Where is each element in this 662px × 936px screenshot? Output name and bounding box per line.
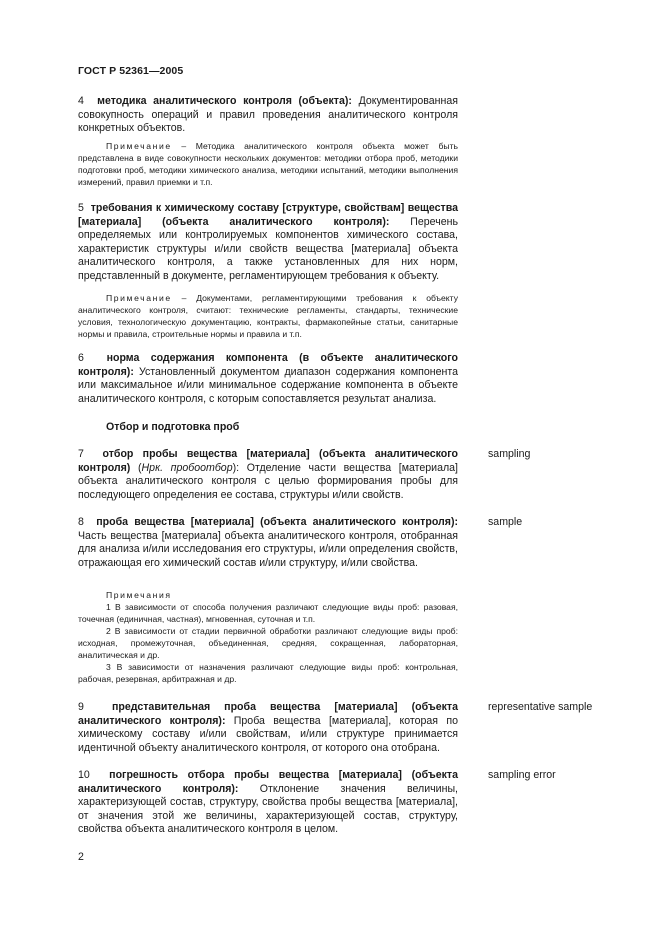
notes-title: Примечания [106, 590, 172, 600]
term-number: 8 [78, 516, 84, 528]
term-heading: требования к химическому составу [структуре, свойствам] вещества [материала] (объекта аналитического контроля): [78, 202, 459, 228]
term-definition: Проба вещества [материала], которая по химическому составу и/или свойствам, и/или структуре принимается идентичной объекту аналитического контроля, от которого она отобрана. [78, 714, 458, 754]
term-10 [78, 769, 458, 837]
term-5 [78, 202, 458, 283]
english-term-7: sampling [488, 448, 531, 460]
term-heading: норма содержания компонента (в объекте аналитического контроля): [78, 352, 458, 378]
term-number: 5 [78, 202, 84, 214]
term-8 [78, 516, 458, 570]
note-text: – Методика аналитического контроля объекта может быть представлена в виде совокупности нескольких документов: методики отбора проб, методики подготовки проб, методики химического анализа, методики испытаний, методики выполнения измерений, правил приемки и т.п. [78, 141, 458, 187]
term-number: 4 [78, 95, 84, 107]
note-term-5 [78, 292, 458, 340]
notes-term-8 [78, 589, 458, 685]
note-text: – Документами, регламентирующими требования к объекту аналитического контроля, считают: технические регламенты, стандарты, технические условия, технологическую документацию, контракты, фармакопейные статьи, санитарные нормы и правила, строительные нормы и правила и т.п. [78, 293, 458, 339]
term-number: 9 [78, 701, 84, 713]
term-definition: Перечень определяемых или контролируемых компонентов химического состава, характеристик структуры и/или свойств вещества [материала] объекта аналитического контроля, а также установленных для них норм, представленный в документе, регламентирующем требования к объекту. [78, 215, 458, 282]
term-definition: Отклонение значения величины, характеризующей состав, структуру, свойства пробы вещества [материала], от значения этой же величины, характеризующей состав, структуру, свойства объекта аналитического контроля в целом. [78, 782, 459, 835]
note-label: Примечание [106, 141, 172, 151]
term-heading: проба вещества [материала] (объекта аналитического контроля): [96, 516, 459, 528]
term-7 [78, 448, 458, 502]
term-heading: методика аналитического контроля (объекта): [97, 95, 352, 107]
term-9 [78, 701, 458, 755]
note-item-2: 2 В зависимости от стадии первичной обработки различают следующие виды проб: исходная, промежуточная, объединенная, средняя, сокращенная, лабораторная, аналитическая и др. [78, 626, 458, 660]
note-label: Примечание [106, 293, 172, 303]
term-definition: Документированная совокупность операций и правил проведения аналитического контроля конкретных объектов. [78, 95, 458, 134]
page-number: 2 [78, 851, 84, 863]
section-title: Отбор и подготовка проб [106, 421, 240, 433]
document-header: ГОСТ Р 52361—2005 [78, 65, 184, 77]
english-term-9: representative sample [488, 701, 593, 713]
term-definition: Часть вещества [материала] объекта аналитического контроля, отобранная для анализа и/или исследования его структуры, и/или определения свойств, отражающая его химический состав и/или структуру, и/или свойства. [78, 529, 458, 569]
term-4 [78, 95, 458, 136]
note-term-4 [78, 140, 458, 188]
note-item-3: 3 В зависимости от назначения различают следующие виды проб: контрольная, рабочая, резервная, арбитражная и др. [78, 662, 458, 684]
term-deprecated: Нрк. пробоотбор [141, 461, 233, 474]
term-definition: ): Отделение части вещества [материала] объекта аналитического контроля с целью формирования пробы для последующего определения ее состава, структуры и/или свойств. [78, 461, 458, 501]
english-term-10: sampling error [488, 769, 556, 781]
note-item-1: 1 В зависимости от способа получения различают следующие виды проб: разовая, точечная (единичная, частная), мгновенная, суточная и т.п. [78, 602, 458, 624]
term-number: 6 [78, 352, 84, 364]
term-6 [78, 352, 458, 406]
term-number: 7 [78, 448, 84, 460]
term-heading: представительная проба вещества [материала] (объекта аналитического контроля): [78, 701, 459, 727]
term-definition-open: ( [130, 461, 142, 474]
term-definition: Установленный документом диапазон содержания компонента или максимальное и/или минимальное содержание компонента в объекте аналитического контроля, с которым сопоставляется результат анализа. [78, 365, 458, 405]
term-heading: погрешность отбора пробы вещества [материала] (объекта аналитического контроля): [78, 769, 459, 795]
term-number: 10 [78, 769, 90, 781]
term-heading: отбор пробы вещества [материала] (объекта аналитического контроля) [78, 448, 458, 474]
english-term-8: sample [488, 516, 523, 528]
